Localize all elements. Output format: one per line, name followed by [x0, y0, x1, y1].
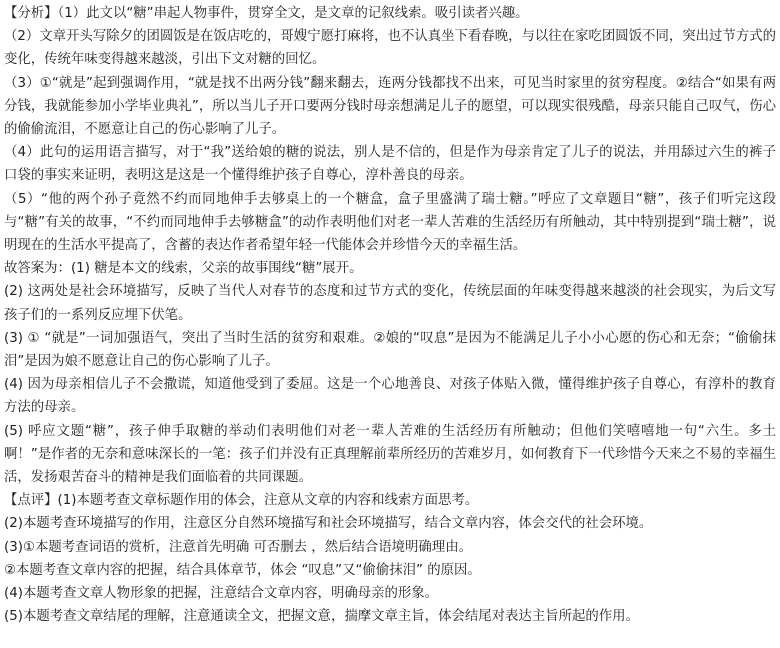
answer-paragraph-3: (3) ① “就是”一词加强语气，突出了当时生活的贫穷和艰难。②娘的“叹息”是因为不能满足儿子小小心愿的伤心和无奈；“偷偷抹泪”是因为娘不愿意让自己的伤心影响了儿子。 [4, 330, 776, 370]
analysis-paragraph-4: （4）此句的运用语言描写，对于“我”送给娘的糖的说法，别人是不信的，但是作为母亲肯定了儿子的说法，并用舔过六生的裤子口袋的事实来证明，表明这是这是一个懂得维护孩子自尊心，淳朴善良的母亲。 [4, 145, 776, 184]
comment-paragraph-6: (5)本题考查文章结尾的理解，注意通读全文，把握文意，揣摩文章主旨，体会结尾对表达主旨所起的作用。 [4, 609, 639, 625]
answer-paragraph-1: 故答案为：(1) 糖是本文的线索，父亲的故事围线“糖”展开。 [4, 261, 363, 277]
analysis-section [4, 2, 776, 257]
answer-paragraph-4: (4) 因为母亲相信儿子不会撒谎，知道他受到了委屈。这是一个心地善良、对孩子体贴入微，懂得维护孩子自尊心，有淳朴的教育方法的母亲。 [4, 377, 776, 416]
analysis-paragraph-1: 【分析】（1）此文以“糖”串起人物事件，贯穿全文，是文章的记叙线索。吸引读者兴趣。 [4, 6, 529, 21]
analysis-paragraph-3: （3）①“就是”起到强调作用，“就是找不出两分钱”翻来翻去，连两分钱都找不出来，可见当时家里的贫穷程度。②结合“如果有两分钱，我就能参加小学毕业典礼”，所以当儿子开口要两分钱时母亲想满足儿子的愿望，可以现实很残酷，母亲只能自己叹气，伤心的偷偷流泪，不愿意让自己的伤心影响了儿子。 [4, 75, 776, 138]
comment-section [4, 489, 776, 628]
comment-paragraph-2: (2)本题考查环境描写的作用，注意区分自然环境描写和社会环境描写，结合文章内容，体会交代的社会环境。 [4, 516, 653, 532]
answer-paragraph-5: (5) 呼应文题“糖”，孩子伸手取糖的举动们表明他们对老一辈人苦难的生活经历有所触动；但他们笑嘻嘻地一句“六生。多土啊！”是作者的无奈和意味深长的一笔：孩子们并没有正真理解前辈所经历的苦难岁月，如何教育下一代珍惜今天来之不易的幸福生活，发扬艰苦奋斗的精神是我们面临着的共同课题。 [4, 423, 776, 486]
answer-paragraph-2: (2) 这两处是社会环境描写，反映了当代人对春节的态度和过节方式的变化，传统层面的年味变得越来越淡的社会现实，为后文写孩子们的一系列反应埋下伏笔。 [4, 284, 776, 323]
comment-paragraph-4: ②本题考查文章内容的把握，结合具体章节，体会 “叹息”又“偷偷抹泪” 的原因。 [4, 562, 481, 578]
analysis-paragraph-2: （2）文章开头写除夕的团圆饭是在饭店吃的，哥嫂宁愿打麻将，也不认真坐下看春晚，与以往在家吃团圆饭不同，突出过节方式的变化，传统年味变得越来越淡，引出下文对糖的回忆。 [4, 29, 776, 68]
answer-section [4, 257, 776, 489]
analysis-paragraph-5: （5）“他的两个孙子竟然不约而同地伸手去够桌上的一个糖盒，盒子里盛满了瑞士糖。”呼应了文章题目“糖”，孩子们听完这段与“糖”有关的故事，“不约而同地伸手去够糖盒”的动作表明他们对老一辈人苦难的生活经历有所触动，其中特别提到“瑞士糖”，说明现在的生活水平提高了，含蓄的表达作者希望年轻一代能体会并珍惜今天的幸福生活。 [4, 191, 776, 254]
comment-paragraph-5: (4)本题考查文章人物形象的把握，注意结合文章内容，明确母亲的形象。 [4, 586, 439, 602]
comment-paragraph-3: (3)①本题考查词语的赏析，注意首先明确 可否删去 ，然后结合语境明确理由。 [4, 539, 472, 555]
comment-paragraph-1: 【点评】(1)本题考查文章标题作用的体会，注意从文章的内容和线索方面思考。 [4, 493, 479, 509]
